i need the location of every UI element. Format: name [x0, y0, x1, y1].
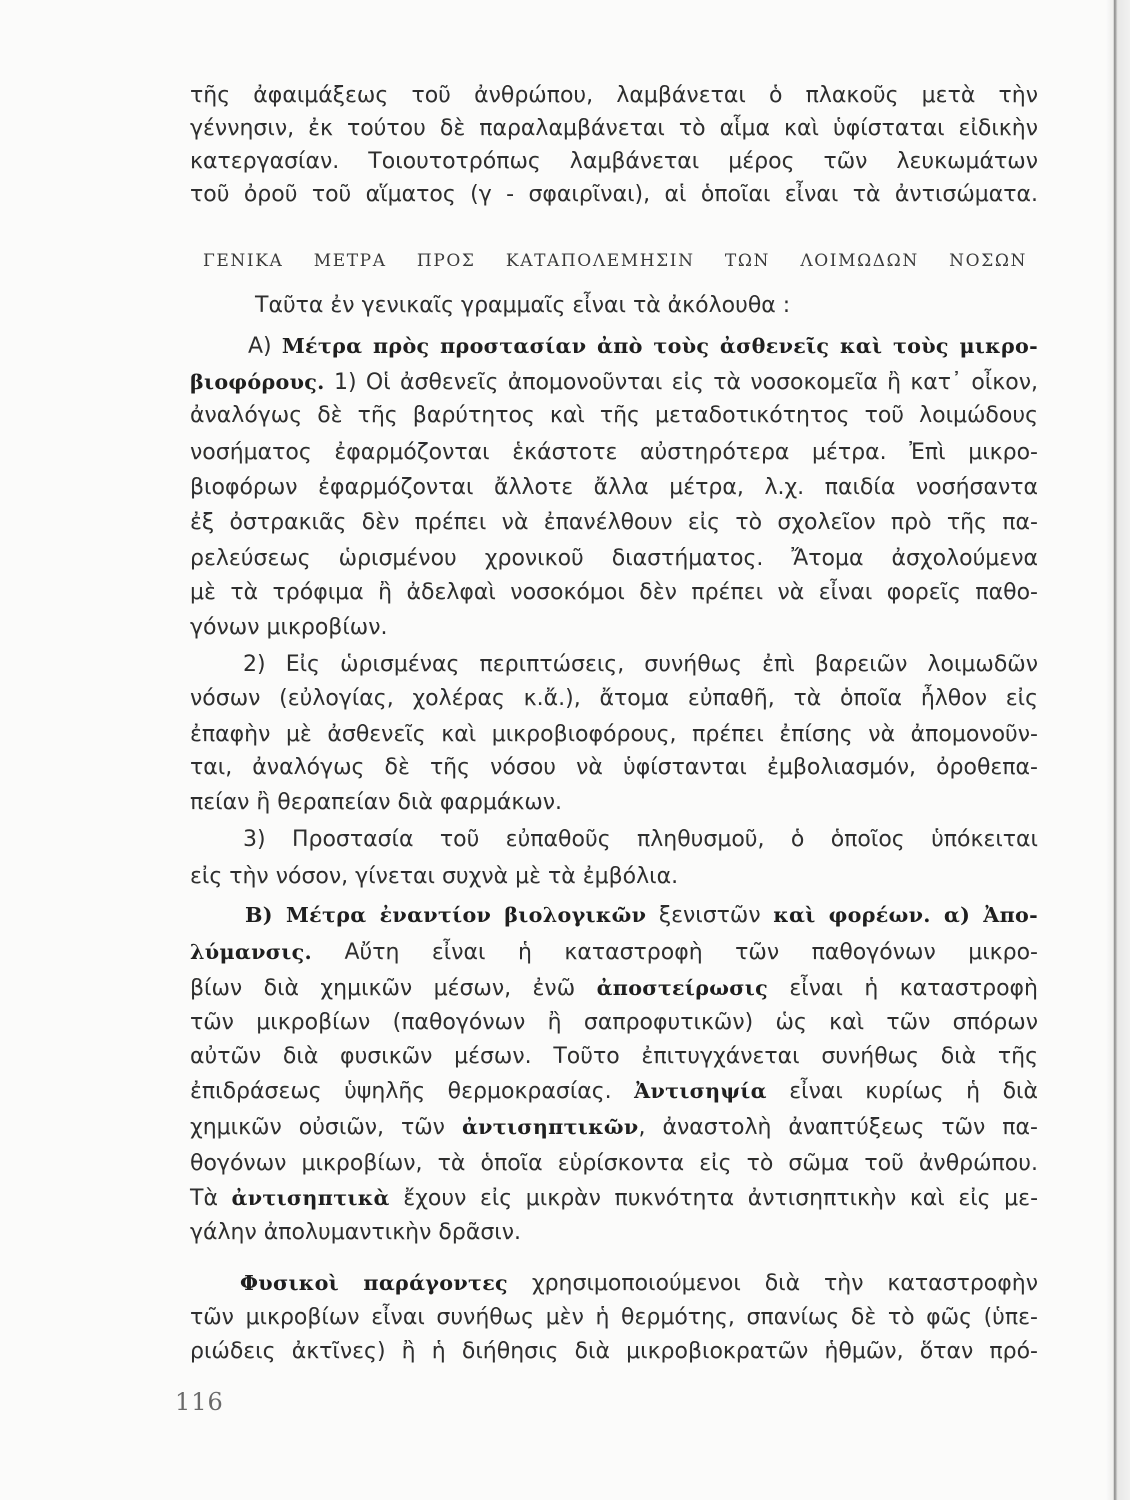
text-run: μὲ τὰ τρόφιμα ἢ ἀδελφαὶ νοσοκόμοι δὲν πρέπει νὰ εἶναι φορεῖς παθο- [190, 580, 1038, 605]
text-run: εἰς τὴν νόσον, γίνεται συχνὰ μὲ τὰ ἐμβόλια. [190, 864, 679, 889]
text-line [190, 1041, 1038, 1073]
text-line [190, 472, 1038, 504]
text-run: νοσήματος ἐφαρμόζονται ἑκάστοτε αὐστηρότερα μέτρα. Ἐπὶ μικρο- [190, 440, 1038, 465]
text-line [190, 1007, 1038, 1039]
text-run: τῆς ἀφαιμάξεως τοῦ ἀνθρώπου, λαμβάνεται ὁ πλακοῦς μετὰ τὴν [190, 83, 1038, 108]
text-run: γέννησιν, ἐκ τούτου δὲ παραλαμβάνεται τὸ αἷμα καὶ ὑφίσταται εἰδικὴν [190, 116, 1038, 141]
text-run: τῶν μικροβίων εἶναι συνήθως μὲν ἡ θερμότης, σπανίως δὲ τὸ φῶς (ὑπε- [190, 1305, 1038, 1330]
text-run: Αὔτη εἶναι ἡ καταστροφὴ τῶν παθογόνων μικρο- [311, 940, 1038, 965]
text-line [255, 290, 1038, 322]
text-run: Ταῦτα ἐν γενικαῖς γραμμαῖς εἶναι τὰ ἀκόλουθα : [255, 293, 791, 318]
text-run: ρελεύσεως ὡρισμένου χρονικοῦ διαστήματος. Ἄτομα ἀσχολούμενα [190, 546, 1038, 571]
text-run: αὐτῶν διὰ φυσικῶν μέσων. Τοῦτο ἐπιτυγχάνεται συνήθως διὰ τῆς [190, 1044, 1038, 1069]
text-line [190, 1111, 1038, 1144]
text-run: γόνων μικροβίων. [190, 615, 388, 640]
text-run: βιοφόρων ἐφαρμόζονται ἄλλοτε ἄλλα μέτρα, λ.χ. παιδία νοσήσαντα [190, 475, 1038, 500]
text-run: ξενιστῶν [646, 903, 774, 928]
text-line [190, 1075, 1038, 1108]
page-number: 116 [175, 1388, 224, 1416]
text-line [190, 936, 1038, 969]
text-line [190, 80, 1038, 112]
text-run: ἐπαφὴν μὲ ἀσθενεῖς καὶ μικροβιοφόρους, πρέπει ἐπίσης νὰ ἀπομονοῦν- [190, 722, 1038, 747]
text-line [190, 577, 1038, 609]
bold-term: ἀντισηπτικῶν [461, 1115, 639, 1139]
bold-term: Β) Μέτρα ἐναντίον βιολογικῶν [245, 903, 647, 927]
page-edge-shadow [1106, 0, 1130, 1500]
text-run: θογόνων μικροβίων, τὰ ὁποῖα εὑρίσκοντα εἰς τὸ σῶμα τοῦ ἀνθρώπου. [190, 1151, 1038, 1176]
text-line [190, 1217, 1038, 1249]
text-run: χρησιμοποιούμενοι διὰ τὴν καταστροφὴν [507, 1271, 1039, 1296]
bold-term: Μέτρα πρὸς προστασίαν ἀπὸ τοὺς ἀσθενεῖς καὶ τοὺς μικρο- [281, 334, 1038, 358]
text-line [190, 146, 1038, 178]
text-run: τοῦ ὀροῦ τοῦ αἵματος (γ - σφαιρῖναι), αἱ ὁποῖαι εἶναι τὰ ἀντισώματα. [190, 182, 1038, 207]
text-run: χημικῶν οὐσιῶν, τῶν [190, 1115, 462, 1140]
text-line [190, 861, 1038, 893]
text-run: γάλην ἀπολυμαντικὴν δρᾶσιν. [190, 1220, 521, 1245]
bold-term: ἀποστείρωσις [596, 976, 768, 1000]
text-line [243, 824, 1038, 856]
text-line [190, 113, 1038, 145]
text-line [190, 507, 1038, 539]
text-line [190, 1302, 1038, 1334]
text-run: 2) Εἰς ὡρισμένας περιπτώσεις, συνήθως ἐπὶ βαρειῶν λοιμωδῶν [243, 652, 1038, 677]
text-run: ἐπιδράσεως ὑψηλῆς θερμοκρασίας. [190, 1079, 635, 1104]
text-run: νόσων (εὐλογίας, χολέρας κ.ἄ.), ἄτομα εὐπαθῆ, τὰ ὁποῖα ἦλθον εἰς [190, 686, 1038, 711]
text-line [190, 179, 1038, 211]
bold-term: Ἀντισηψία [634, 1079, 767, 1103]
text-run: κατεργασίαν. Τοιουτοτρόπως λαμβάνεται μέρος τῶν λευκωμάτων [190, 149, 1038, 174]
text-run: ἔχουν εἰς μικρὰν πυκνότητα ἀντισηπτικὴν καὶ εἰς με- [389, 1186, 1039, 1211]
text-line [190, 543, 1038, 575]
text-line [190, 683, 1038, 715]
text-run: εἶναι ἡ καταστροφὴ [767, 976, 1039, 1001]
text-run: πείαν ἢ θεραπείαν διὰ φαρμάκων. [190, 790, 563, 815]
text-line [190, 366, 1038, 399]
text-run: ἀναλόγως δὲ τῆς βαρύτητος καὶ τῆς μεταδοτικότητος τοῦ λοιμώδους [190, 403, 1038, 428]
text-run: ἐξ ὀστρακιᾶς δὲν πρέπει νὰ ἐπανέλθουν εἰς τὸ σχολεῖον πρὸ τῆς πα- [190, 510, 1038, 535]
text-run: 1) Οἱ ἀσθενεῖς ἀπομονοῦνται εἰς τὰ νοσοκομεῖα ἢ κατ᾽ οἶκον, [324, 370, 1038, 395]
text-line [190, 1336, 1038, 1368]
text-line [190, 719, 1038, 751]
text-line [245, 899, 1038, 932]
text-run: Τὰ [190, 1186, 232, 1211]
text-run: εἶναι κυρίως ἡ διὰ [766, 1079, 1038, 1104]
text-line [190, 400, 1038, 432]
text-run: ται, ἀναλόγως δὲ τῆς νόσου νὰ ὑφίστανται ἐμβολιασμόν, ὀροθεπα- [190, 755, 1038, 780]
bold-term: καὶ φορέων. α) Ἀπο- [773, 903, 1039, 927]
text-line [190, 612, 1038, 644]
bold-term: βιοφόρους. [190, 370, 325, 394]
text-line [190, 1182, 1038, 1215]
text-line [190, 1148, 1038, 1180]
text-run: , ἀναστολὴ ἀναπτύξεως τῶν πα- [638, 1115, 1038, 1140]
bold-term: ἀντισηπτικὰ [231, 1186, 390, 1210]
text-line [190, 787, 1038, 819]
text-line [190, 437, 1038, 469]
text-run: Α) [248, 334, 282, 359]
text-line [190, 752, 1038, 784]
section-heading: ΓΕΝΙΚΑ ΜΕΤΡΑ ΠΡΟΣ ΚΑΤΑΠΟΛΕΜΗΣΙΝ ΤΩΝ ΛΟΙΜΩΔΩΝ ΝΟΣΩΝ [203, 251, 1027, 271]
text-line [243, 649, 1038, 681]
bold-term: λύμανσις. [190, 940, 312, 964]
text-line [248, 330, 1038, 363]
text-run: ριώδεις ἀκτῖνες) ἢ ἡ διήθησις διὰ μικροβιοκρατῶν ἡθμῶν, ὅταν πρό- [190, 1339, 1038, 1364]
text-run: 3) Προστασία τοῦ εὐπαθοῦς πληθυσμοῦ, ὁ ὁποῖος ὑπόκειται [243, 827, 1038, 852]
text-run: βίων διὰ χημικῶν μέσων, ἐνῶ [190, 976, 597, 1001]
text-line [240, 1267, 1038, 1300]
text-line [190, 972, 1038, 1005]
bold-term: Φυσικοὶ παράγοντες [240, 1271, 508, 1295]
text-run: τῶν μικροβίων (παθογόνων ἢ σαπροφυτικῶν) ὡς καὶ τῶν σπόρων [190, 1010, 1038, 1035]
